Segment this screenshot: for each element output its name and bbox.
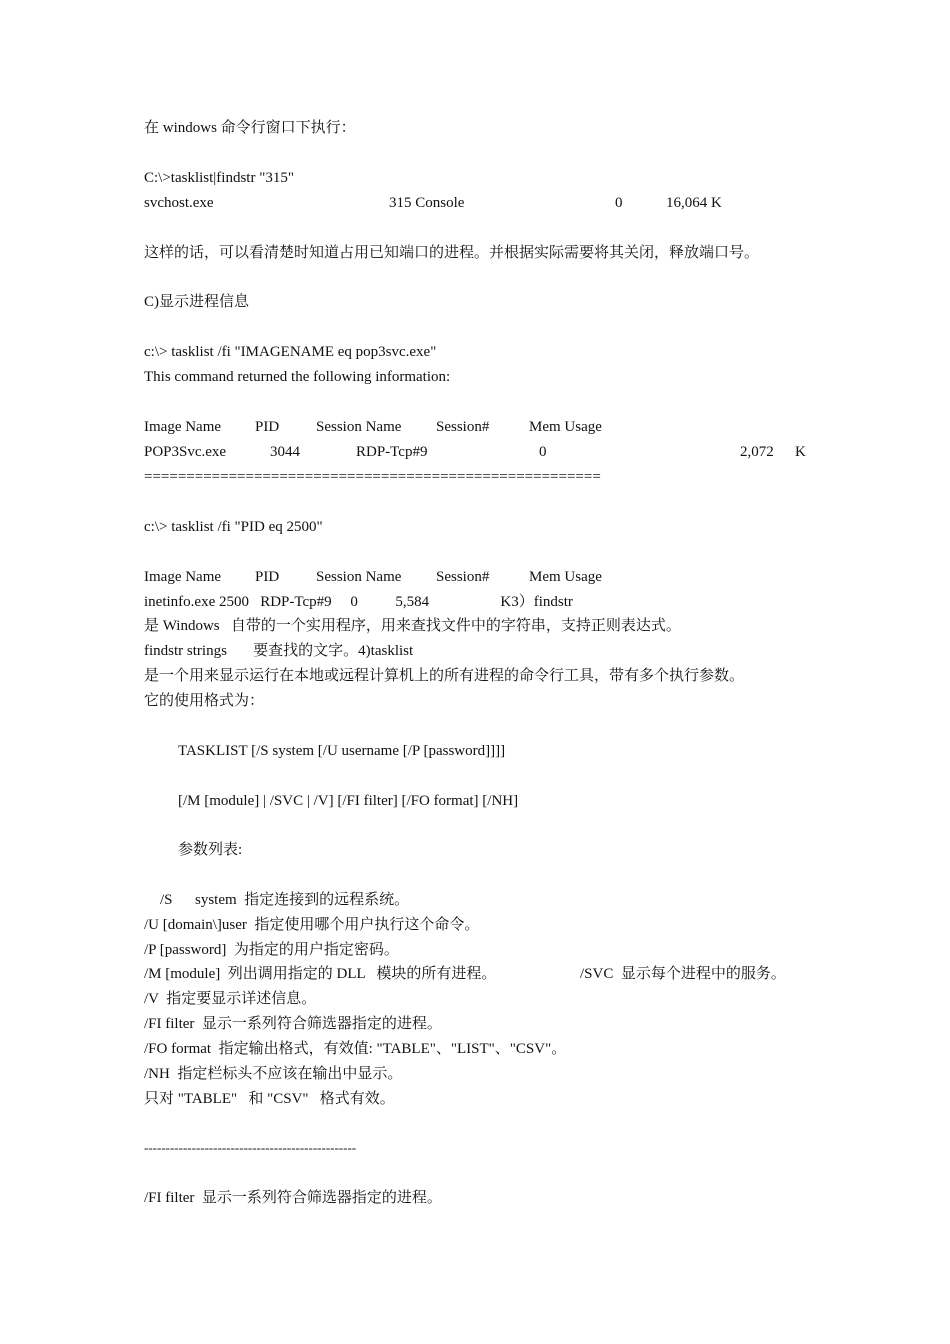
param-list-heading: 参数列表: bbox=[178, 842, 243, 858]
svchost-mem: 16,064 K bbox=[666, 195, 722, 211]
header-mem-usage: Mem Usage bbox=[529, 419, 602, 435]
separator-dashes: ------------------------------------------------- bbox=[144, 1140, 357, 1155]
explanation-line: 这样的话，可以看清楚时知道占用已知端口的进程。并根据实际需要将其关闭，释放端口号。 bbox=[144, 245, 760, 261]
pop3-session-num: 0 bbox=[539, 444, 547, 460]
header-session-name: Session Name bbox=[316, 419, 402, 435]
tasklist-syntax-1: TASKLIST [/S system [/U username [/P [password]]]] bbox=[178, 743, 506, 759]
pop3-mem-unit: K bbox=[795, 444, 806, 460]
pop3-pid: 3044 bbox=[270, 444, 300, 460]
param-v: /V 指定要显示详述信息。 bbox=[144, 991, 317, 1007]
command-output-note: This command returned the following information: bbox=[144, 369, 451, 385]
command-imagename: c:\> tasklist /fi "IMAGENAME eq pop3svc.exe" bbox=[144, 344, 437, 360]
pop3-session: RDP-Tcp#9 bbox=[356, 444, 428, 460]
header-session-num: Session# bbox=[436, 419, 490, 435]
param-fo: /FO format 指定输出格式，有效值: "TABLE"、"LIST"、"CSV"。 bbox=[144, 1041, 567, 1057]
svchost-session-num: 0 bbox=[615, 195, 623, 211]
param-svc: /SVC 显示每个进程中的服务。 bbox=[580, 966, 786, 982]
fi-filter-heading: /FI filter 显示一系列符合筛选器指定的进程。 bbox=[144, 1190, 442, 1206]
svchost-pid-session: 315 Console bbox=[389, 195, 465, 211]
tasklist-description: 是一个用来显示运行在本地或远程计算机上的所有进程的命令行工具，带有多个执行参数。 bbox=[144, 668, 745, 684]
param-nh: /NH 指定栏标头不应该在输出中显示。 bbox=[144, 1066, 403, 1082]
tasklist-syntax-2: [/M [module] | /SVC | /V] [/FI filter] [/FO format] [/NH] bbox=[178, 793, 519, 809]
separator-equals: ====================================================== bbox=[144, 469, 601, 485]
pop3-name: POP3Svc.exe bbox=[144, 444, 227, 460]
param-m: /M [module] 列出调用指定的 DLL 模块的所有进程。 bbox=[144, 966, 497, 982]
header-pid: PID bbox=[255, 569, 280, 585]
inetinfo-row: inetinfo.exe 2500 RDP-Tcp#9 0 5,584 K3）findstr bbox=[144, 594, 573, 610]
command-pid: c:\> tasklist /fi "PID eq 2500" bbox=[144, 519, 323, 535]
section-heading: C)显示进程信息 bbox=[144, 294, 250, 310]
header-image-name: Image Name bbox=[144, 419, 222, 435]
findstr-description: 是 Windows 自带的一个实用程序，用来查找文件中的字符串，支持正则表达式。 bbox=[144, 618, 681, 634]
header-session-name: Session Name bbox=[316, 569, 402, 585]
header-session-num: Session# bbox=[436, 569, 490, 585]
header-mem-usage: Mem Usage bbox=[529, 569, 602, 585]
param-s: /S system 指定连接到的远程系统。 bbox=[160, 892, 410, 908]
svchost-name: svchost.exe bbox=[144, 195, 214, 211]
header-pid: PID bbox=[255, 419, 280, 435]
param-fi: /FI filter 显示一系列符合筛选器指定的进程。 bbox=[144, 1016, 442, 1032]
pop3-mem: 2,072 bbox=[740, 444, 774, 460]
intro-line: 在 windows 命令行窗口下执行： bbox=[144, 120, 356, 136]
param-nh-note: 只对 "TABLE" 和 "CSV" 格式有效。 bbox=[144, 1091, 395, 1107]
param-u: /U [domain\]user 指定使用哪个用户执行这个命令。 bbox=[144, 917, 480, 933]
param-p: /P [password] 为指定的用户指定密码。 bbox=[144, 942, 399, 958]
findstr-strings: findstr strings 要查找的文字。4)tasklist bbox=[144, 643, 414, 659]
header-image-name: Image Name bbox=[144, 569, 222, 585]
usage-format-intro: 它的使用格式为： bbox=[144, 693, 265, 709]
command-findstr: C:\>tasklist|findstr "315" bbox=[144, 170, 294, 186]
